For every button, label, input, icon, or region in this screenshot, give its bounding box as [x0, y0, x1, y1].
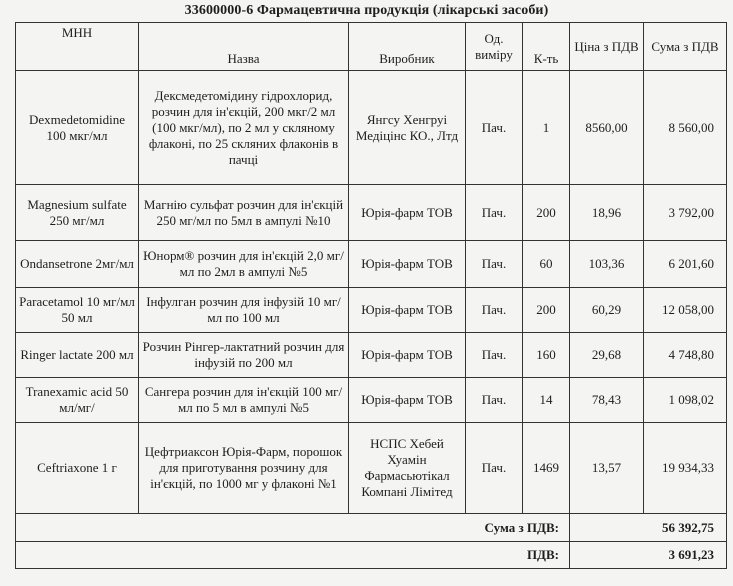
cell-inn: Ceftriaxone 1 г — [16, 423, 139, 514]
cell-manufacturer: Юрія-фарм ТОВ — [349, 333, 466, 378]
cell-unit: Пач. — [466, 378, 523, 423]
cell-sum: 6 201,60 — [644, 241, 727, 288]
cell-price: 78,43 — [570, 378, 644, 423]
cell-sum: 8 560,00 — [644, 71, 727, 185]
cell-name: Магнію сульфат розчин для ін'єкцій 250 мг/мл по 5мл в ампулі №10 — [139, 185, 349, 241]
cell-inn: Magnesium sulfate 250 мг/мл — [16, 185, 139, 241]
section-title: 33600000-6 Фармацевтична продукція (лікарські засоби) — [184, 3, 549, 18]
total-row — [16, 514, 727, 542]
cell-inn: Ringer lactate 200 мл — [16, 333, 139, 378]
cell-name: Інфулган розчин для інфузій 10 мг/мл по 100 мл — [139, 288, 349, 333]
cell-unit: Пач. — [466, 71, 523, 185]
cell-price: 13,57 — [570, 423, 644, 514]
cell-sum: 1 098,02 — [644, 378, 727, 423]
table-row — [16, 241, 727, 288]
table-row — [16, 71, 727, 185]
header-row — [16, 23, 727, 71]
table-row — [16, 185, 727, 241]
cell-manufacturer: Янгсу Хенгруі Медіцінс КО., Лтд — [349, 71, 466, 185]
total-label: Сума з ПДВ: — [16, 514, 570, 542]
cell-qty: 200 — [523, 288, 570, 333]
cell-manufacturer: Юрія-фарм ТОВ — [349, 378, 466, 423]
cell-name: Дексмедетомідину гідрохлорид, розчин для ін'єкцій, 200 мкг/2 мл (100 мкг/мл), по 2 мл у скляному флаконі, по 25 скляних флаконів в пачці — [139, 71, 349, 185]
cell-manufacturer: Юрія-фарм ТОВ — [349, 241, 466, 288]
cell-sum: 4 748,80 — [644, 333, 727, 378]
table-row — [16, 378, 727, 423]
cell-unit: Пач. — [466, 241, 523, 288]
col-header-inn: МНН — [16, 23, 139, 71]
cell-qty: 60 — [523, 241, 570, 288]
col-header-sum: Сума з ПДВ — [644, 23, 727, 71]
col-header-manufacturer: Виробник — [349, 23, 466, 71]
cell-price: 8560,00 — [570, 71, 644, 185]
cell-sum: 3 792,00 — [644, 185, 727, 241]
cell-manufacturer: НСПС Хебей Хуамін Фармасьютікал Компані Лімітед — [349, 423, 466, 514]
col-header-unit: Од. виміру — [466, 23, 523, 71]
cell-sum: 12 058,00 — [644, 288, 727, 333]
table-row — [16, 423, 727, 514]
cell-price: 60,29 — [570, 288, 644, 333]
cell-price: 103,36 — [570, 241, 644, 288]
cell-price: 18,96 — [570, 185, 644, 241]
cell-unit: Пач. — [466, 288, 523, 333]
vat-value: 3 691,23 — [570, 542, 727, 569]
cell-unit: Пач. — [466, 423, 523, 514]
cell-qty: 160 — [523, 333, 570, 378]
cell-unit: Пач. — [466, 185, 523, 241]
cell-inn: Ondansetrone 2мг/мл — [16, 241, 139, 288]
vat-label: ПДВ: — [16, 542, 570, 569]
cell-inn: Paracetamol 10 мг/мл 50 мл — [16, 288, 139, 333]
cell-qty: 1 — [523, 71, 570, 185]
cell-name: Юнорм® розчин для ін'єкцій 2,0 мг/мл по 2мл в ампулі №5 — [139, 241, 349, 288]
col-header-price: Ціна з ПДВ — [570, 23, 644, 71]
cell-manufacturer: Юрія-фарм ТОВ — [349, 185, 466, 241]
col-header-name: Назва — [139, 23, 349, 71]
vat-row — [16, 542, 727, 569]
cell-unit: Пач. — [466, 333, 523, 378]
cell-qty: 1469 — [523, 423, 570, 514]
col-header-qty: К-ть — [523, 23, 570, 71]
cell-qty: 14 — [523, 378, 570, 423]
cell-name: Розчин Рінгер-лактатний розчин для інфузій по 200 мл — [139, 333, 349, 378]
cell-inn: Dexmedetomidine 100 мкг/мл — [16, 71, 139, 185]
total-value: 56 392,75 — [570, 514, 727, 542]
cell-manufacturer: Юрія-фарм ТОВ — [349, 288, 466, 333]
cell-name: Цефтриаксон Юрія-Фарм, порошок для приготування розчину для ін'єкцій, по 1000 мг у флаконі №1 — [139, 423, 349, 514]
cell-inn: Tranexamic acid 50 мл/мг/ — [16, 378, 139, 423]
cell-qty: 200 — [523, 185, 570, 241]
cell-price: 29,68 — [570, 333, 644, 378]
table-row — [16, 333, 727, 378]
cell-sum: 19 934,33 — [644, 423, 727, 514]
products-table — [15, 22, 727, 569]
table-row — [16, 288, 727, 333]
cell-name: Сангера розчин для ін'єкцій 100 мг/мл по 5 мл в ампулі №5 — [139, 378, 349, 423]
